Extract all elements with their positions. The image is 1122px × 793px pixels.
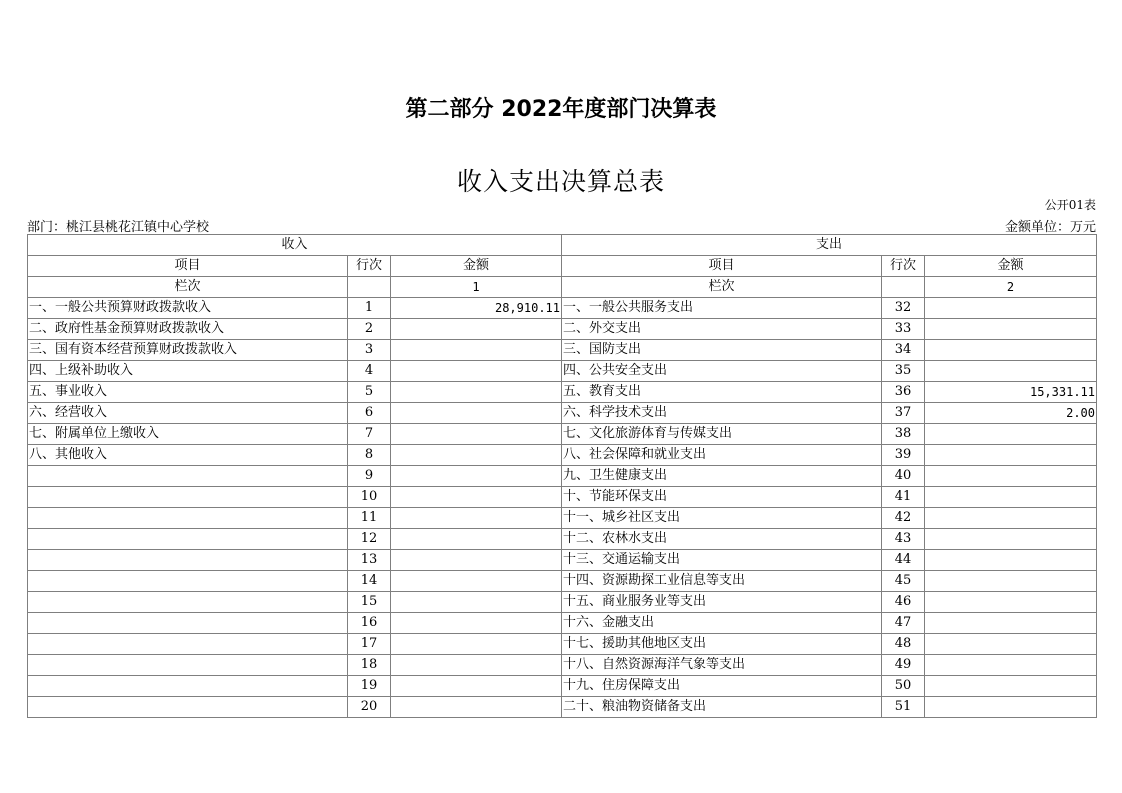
income-amount-cell — [391, 550, 562, 571]
income-item-cell — [28, 550, 348, 571]
income-line-cell: 6 — [348, 403, 391, 424]
expense-line-cell: 39 — [882, 445, 925, 466]
expense-amount-cell — [925, 319, 1097, 340]
expense-line-cell: 46 — [882, 592, 925, 613]
income-line-cell: 19 — [348, 676, 391, 697]
expense-section-header: 支出 — [562, 235, 1097, 256]
expense-amount-cell — [925, 592, 1097, 613]
income-amount-index: 1 — [391, 277, 562, 298]
income-amount-cell — [391, 592, 562, 613]
income-line-cell: 14 — [348, 571, 391, 592]
income-item-cell: 一、一般公共预算财政拨款收入 — [28, 298, 348, 319]
income-expense-table — [27, 234, 1097, 718]
expense-amount-cell — [925, 571, 1097, 592]
income-item-cell: 四、上级补助收入 — [28, 361, 348, 382]
income-line-cell: 7 — [348, 424, 391, 445]
income-item-cell: 三、国有资本经营预算财政拨款收入 — [28, 340, 348, 361]
expense-amount-cell — [925, 298, 1097, 319]
income-amount-header: 金额 — [391, 256, 562, 277]
income-amount-cell — [391, 319, 562, 340]
expense-line-index-cell — [882, 277, 925, 298]
income-line-cell: 16 — [348, 613, 391, 634]
table-row — [28, 361, 1097, 382]
expense-item-cell: 十四、资源勘探工业信息等支出 — [562, 571, 882, 592]
income-amount-cell — [391, 361, 562, 382]
table-row — [28, 697, 1097, 718]
income-line-cell: 18 — [348, 655, 391, 676]
income-amount-cell — [391, 529, 562, 550]
table-row — [28, 445, 1097, 466]
income-line-cell: 17 — [348, 634, 391, 655]
expense-line-cell: 44 — [882, 550, 925, 571]
income-line-cell: 20 — [348, 697, 391, 718]
expense-line-cell: 41 — [882, 487, 925, 508]
expense-amount-cell — [925, 550, 1097, 571]
expense-line-cell: 50 — [882, 676, 925, 697]
income-line-index-cell — [348, 277, 391, 298]
expense-amount-cell — [925, 340, 1097, 361]
income-line-cell: 2 — [348, 319, 391, 340]
table-row — [28, 403, 1097, 424]
income-amount-cell — [391, 634, 562, 655]
income-line-cell: 4 — [348, 361, 391, 382]
income-line-cell: 10 — [348, 487, 391, 508]
expense-amount-header: 金额 — [925, 256, 1097, 277]
expense-item-header: 项目 — [562, 256, 882, 277]
expense-line-cell: 49 — [882, 655, 925, 676]
expense-item-cell: 十三、交通运输支出 — [562, 550, 882, 571]
expense-line-cell: 33 — [882, 319, 925, 340]
income-amount-cell — [391, 340, 562, 361]
expense-line-header: 行次 — [882, 256, 925, 277]
expense-line-cell: 40 — [882, 466, 925, 487]
income-line-cell: 5 — [348, 382, 391, 403]
income-amount-cell — [391, 466, 562, 487]
expense-item-cell: 七、文化旅游体育与传媒支出 — [562, 424, 882, 445]
amount-unit-label: 金额单位：万元 — [1004, 220, 1096, 235]
expense-amount-cell — [925, 676, 1097, 697]
income-amount-cell: 28,910.11 — [391, 298, 562, 319]
income-line-cell: 9 — [348, 466, 391, 487]
income-item-cell — [28, 697, 348, 718]
expense-item-cell: 六、科学技术支出 — [562, 403, 882, 424]
expense-item-cell: 十五、商业服务业等支出 — [562, 592, 882, 613]
column-index-row — [28, 277, 1097, 298]
table-row — [28, 655, 1097, 676]
income-amount-cell — [391, 655, 562, 676]
expense-item-cell: 四、公共安全支出 — [562, 361, 882, 382]
table-row — [28, 676, 1097, 697]
page-title: 第二部分 2022年度部门决算表 — [405, 97, 717, 122]
form-code: 公开01表 — [1044, 198, 1096, 212]
expense-amount-cell — [925, 634, 1097, 655]
expense-line-cell: 36 — [882, 382, 925, 403]
income-line-cell: 13 — [348, 550, 391, 571]
expense-item-cell: 二十、粮油物资储备支出 — [562, 697, 882, 718]
expense-line-cell: 37 — [882, 403, 925, 424]
income-section-header: 收入 — [28, 235, 562, 256]
expense-line-cell: 43 — [882, 529, 925, 550]
expense-line-cell: 34 — [882, 340, 925, 361]
income-amount-cell — [391, 487, 562, 508]
column-header-row — [28, 256, 1097, 277]
income-amount-cell — [391, 676, 562, 697]
income-item-cell — [28, 676, 348, 697]
income-item-cell — [28, 487, 348, 508]
income-amount-cell — [391, 382, 562, 403]
income-amount-cell — [391, 613, 562, 634]
income-item-cell — [28, 466, 348, 487]
table-row — [28, 634, 1097, 655]
table-row — [28, 613, 1097, 634]
expense-item-cell: 八、社会保障和就业支出 — [562, 445, 882, 466]
expense-amount-cell — [925, 487, 1097, 508]
table-row — [28, 487, 1097, 508]
table-body — [28, 298, 1097, 718]
expense-item-cell: 二、外交支出 — [562, 319, 882, 340]
expense-item-cell: 十八、自然资源海洋气象等支出 — [562, 655, 882, 676]
income-item-cell: 六、经营收入 — [28, 403, 348, 424]
section-header-row — [28, 235, 1097, 256]
income-item-cell: 五、事业收入 — [28, 382, 348, 403]
income-amount-cell — [391, 571, 562, 592]
expense-row-label: 栏次 — [562, 277, 882, 298]
income-line-cell: 11 — [348, 508, 391, 529]
income-line-cell: 12 — [348, 529, 391, 550]
income-item-cell — [28, 508, 348, 529]
income-line-cell: 3 — [348, 340, 391, 361]
income-row-label: 栏次 — [28, 277, 348, 298]
income-amount-cell — [391, 508, 562, 529]
expense-amount-cell — [925, 424, 1097, 445]
income-line-cell: 8 — [348, 445, 391, 466]
table-row — [28, 550, 1097, 571]
expense-item-cell: 五、教育支出 — [562, 382, 882, 403]
expense-amount-cell — [925, 445, 1097, 466]
income-line-cell: 15 — [348, 592, 391, 613]
expense-amount-cell: 2.00 — [925, 403, 1097, 424]
expense-line-cell: 51 — [882, 697, 925, 718]
income-item-cell — [28, 613, 348, 634]
income-item-cell — [28, 634, 348, 655]
expense-amount-cell — [925, 655, 1097, 676]
expense-item-cell: 十六、金融支出 — [562, 613, 882, 634]
income-amount-cell — [391, 445, 562, 466]
department-label: 部门：桃江县桃花江镇中心学校 — [27, 220, 210, 235]
expense-item-cell: 九、卫生健康支出 — [562, 466, 882, 487]
income-line-header: 行次 — [348, 256, 391, 277]
expense-item-cell: 三、国防支出 — [562, 340, 882, 361]
expense-item-cell: 十九、住房保障支出 — [562, 676, 882, 697]
income-item-cell — [28, 655, 348, 676]
income-item-cell: 八、其他收入 — [28, 445, 348, 466]
expense-line-cell: 45 — [882, 571, 925, 592]
expense-amount-cell: 15,331.11 — [925, 382, 1097, 403]
expense-item-cell: 十一、城乡社区支出 — [562, 508, 882, 529]
income-amount-cell — [391, 424, 562, 445]
table-row — [28, 571, 1097, 592]
expense-line-cell: 42 — [882, 508, 925, 529]
table-row — [28, 319, 1097, 340]
expense-amount-cell — [925, 466, 1097, 487]
expense-amount-cell — [925, 529, 1097, 550]
table-row — [28, 340, 1097, 361]
income-item-header: 项目 — [28, 256, 348, 277]
table-title: 收入支出决算总表 — [456, 167, 665, 196]
expense-line-cell: 35 — [882, 361, 925, 382]
expense-amount-cell — [925, 697, 1097, 718]
expense-item-cell: 十七、援助其他地区支出 — [562, 634, 882, 655]
expense-amount-cell — [925, 508, 1097, 529]
table-row — [28, 508, 1097, 529]
income-item-cell — [28, 571, 348, 592]
table-row — [28, 529, 1097, 550]
expense-amount-index: 2 — [925, 277, 1097, 298]
income-amount-cell — [391, 403, 562, 424]
expense-item-cell: 一、一般公共服务支出 — [562, 298, 882, 319]
expense-amount-cell — [925, 613, 1097, 634]
table-row — [28, 592, 1097, 613]
expense-line-cell: 48 — [882, 634, 925, 655]
income-item-cell: 二、政府性基金预算财政拨款收入 — [28, 319, 348, 340]
income-item-cell: 七、附属单位上缴收入 — [28, 424, 348, 445]
expense-item-cell: 十二、农林水支出 — [562, 529, 882, 550]
income-item-cell — [28, 592, 348, 613]
expense-line-cell: 32 — [882, 298, 925, 319]
expense-line-cell: 38 — [882, 424, 925, 445]
table-row — [28, 424, 1097, 445]
income-item-cell — [28, 529, 348, 550]
expense-item-cell: 十、节能环保支出 — [562, 487, 882, 508]
expense-amount-cell — [925, 361, 1097, 382]
table-row — [28, 382, 1097, 403]
table-row — [28, 466, 1097, 487]
table-row — [28, 298, 1097, 319]
expense-line-cell: 47 — [882, 613, 925, 634]
income-line-cell: 1 — [348, 298, 391, 319]
income-amount-cell — [391, 697, 562, 718]
